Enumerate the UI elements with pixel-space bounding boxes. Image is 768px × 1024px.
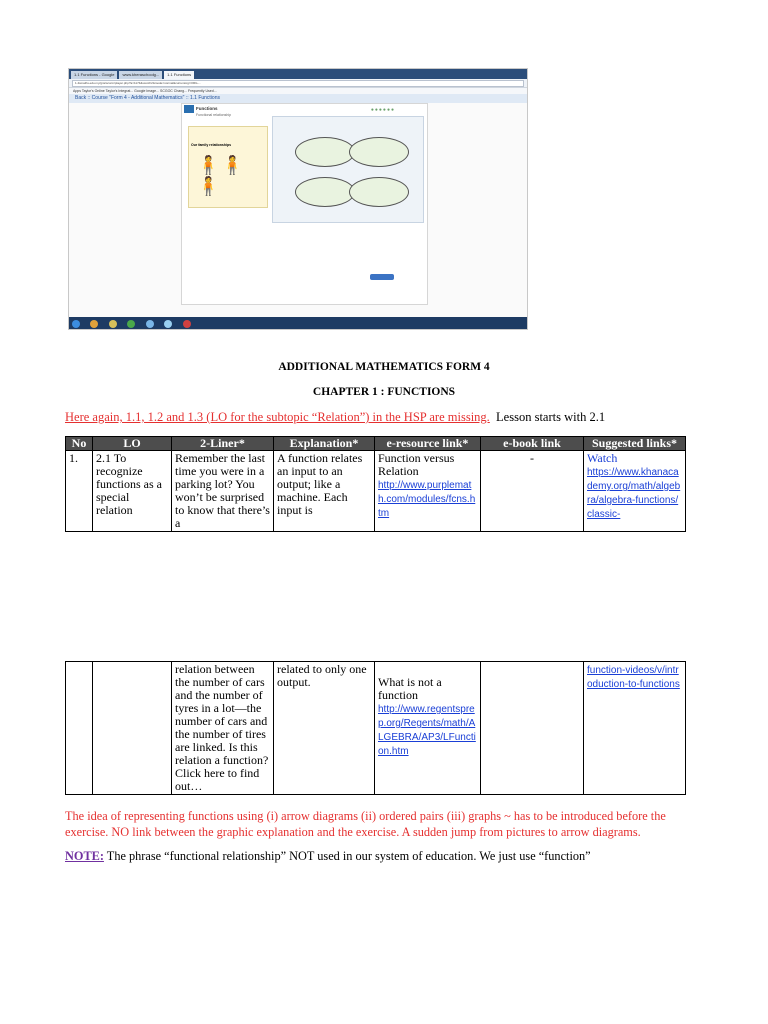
table-header: Suggested links*: [584, 437, 686, 451]
section-label: Our family relationships: [191, 143, 232, 147]
browser-tab-bar: [69, 69, 527, 79]
folder-icon[interactable]: [109, 320, 117, 328]
table-header: No: [66, 437, 93, 451]
lesson-table-part1: [65, 436, 686, 532]
missing-lo-note: [65, 410, 605, 425]
arrow-diagram: [295, 137, 355, 167]
table-header-row: [66, 437, 686, 451]
table-header: Explanation*: [274, 437, 375, 451]
learning-objective: [93, 662, 172, 795]
eresource-text: Function versus Relation: [378, 451, 455, 478]
suggested-link[interactable]: function-videos/v/introduction-to-functions: [587, 665, 680, 690]
next-button[interactable]: [370, 274, 394, 280]
app-icon[interactable]: [164, 320, 172, 328]
address-bar: [69, 79, 527, 88]
two-liner: Remember the last time you were in a parking lot? You won’t be surprised to know that there’s a: [172, 451, 274, 532]
eresource-link[interactable]: http://www.purplemath.com/modules/fcns.htm: [378, 480, 476, 519]
explanation: related to only one output.: [274, 662, 375, 795]
table-row: [66, 662, 686, 795]
app-icon[interactable]: [127, 320, 135, 328]
page-navigation-dots-icon[interactable]: ●●●●●●: [370, 107, 395, 113]
app-icon[interactable]: [183, 320, 191, 328]
lesson-subtitle: Functional relationship: [196, 113, 232, 117]
table-header: e-resource link*: [375, 437, 481, 451]
table-header: LO: [93, 437, 172, 451]
missing-lo-red-text: Here again, 1.1, 1.2 and 1.3 (LO for the subtopic “Relation”) in the HSP are missing.: [65, 410, 490, 424]
start-icon[interactable]: [72, 320, 80, 328]
document-title: ADDITIONAL MATHEMATICS FORM 4: [278, 361, 490, 373]
suggested-text: Watch: [587, 451, 618, 465]
eresource-link[interactable]: http://www.regentsprep.org/Regents/math/ALGEBRA/AP3/LFunction.htm: [378, 704, 476, 757]
arrow-diagram: [349, 177, 409, 207]
course-logo-icon: [184, 105, 194, 113]
embedded-browser-screenshot: [68, 68, 528, 330]
two-liner: relation between the number of cars and the number of tyres in a lot—the number of cars and the number of tires are linked. Is this relation a function? Click here to find out…: [172, 662, 274, 795]
table-row: [66, 451, 686, 532]
url-field[interactable]: 1.4smaths.edu.my/gns/scorm/player.php?a=1174&scoid=2&mode=normal&currentorg=ORG-...: [72, 80, 524, 87]
lesson-start-text: Lesson starts with 2.1: [496, 410, 606, 424]
ebook-link: [481, 662, 584, 795]
learning-objective: 2.1 To recognize functions as a special relation: [93, 451, 172, 532]
explanation: A function relates an input to an output; like a machine. Each input is: [274, 451, 375, 532]
terminology-note: [65, 849, 705, 864]
chapter-title: CHAPTER 1 : FUNCTIONS: [312, 386, 456, 398]
arrow-diagram: [295, 177, 355, 207]
eresource-cell: [375, 451, 481, 532]
lesson-panel: [181, 103, 428, 305]
browser-tab[interactable]: www.kheraschoolg...: [119, 71, 162, 79]
arrow-diagram-panel: [272, 116, 424, 223]
table-header: 2-Liner*: [172, 437, 274, 451]
row-number: 1.: [66, 451, 93, 532]
course-content-area: [69, 103, 527, 317]
note-label: NOTE:: [65, 849, 104, 863]
suggested-link[interactable]: https://www.khanacademy.org/math/algebra/algebra-functions/classic-: [587, 467, 681, 520]
bookmarks-bar: Apps Taylor's Online Taylor's Integrat... Google Image... SCGOC Chang... Frequently Used...: [69, 88, 527, 94]
browser-tab[interactable]: 1.1 Functions - Google: [71, 71, 117, 79]
illustration-panel: [188, 126, 268, 208]
windows-taskbar: [69, 317, 527, 329]
browser-tab-active[interactable]: 1.1 Functions: [164, 71, 194, 79]
lesson-title: Functions: [196, 106, 218, 111]
app-icon[interactable]: [146, 320, 154, 328]
suggested-cell: [584, 662, 686, 795]
eresource-text: What is not a function: [378, 675, 442, 702]
children-illustration-icon: 🧍🧍🧍: [197, 155, 246, 196]
row-number: [66, 662, 93, 795]
note-text: The phrase “functional relationship” NOT used in our system of education. We just use “function”: [103, 849, 591, 863]
suggested-cell: [584, 451, 686, 532]
chrome-icon[interactable]: [90, 320, 98, 328]
ebook-link: -: [481, 451, 584, 532]
course-breadcrumb: Back :: Course "Form 4 - Additional Mathematics" :: 1.1 Functions: [69, 94, 527, 103]
eresource-cell: [375, 662, 481, 795]
table-header: e-book link: [481, 437, 584, 451]
lesson-table-part2: [65, 661, 686, 795]
arrow-diagram: [349, 137, 409, 167]
representation-note: The idea of representing functions using (i) arrow diagrams (ii) ordered pairs (iii) graphs ~ has to be introduced before the exercise. NO link between the graphic explanation and the exercise. A sudden jump from pictures to arrow diagrams.: [65, 809, 666, 839]
